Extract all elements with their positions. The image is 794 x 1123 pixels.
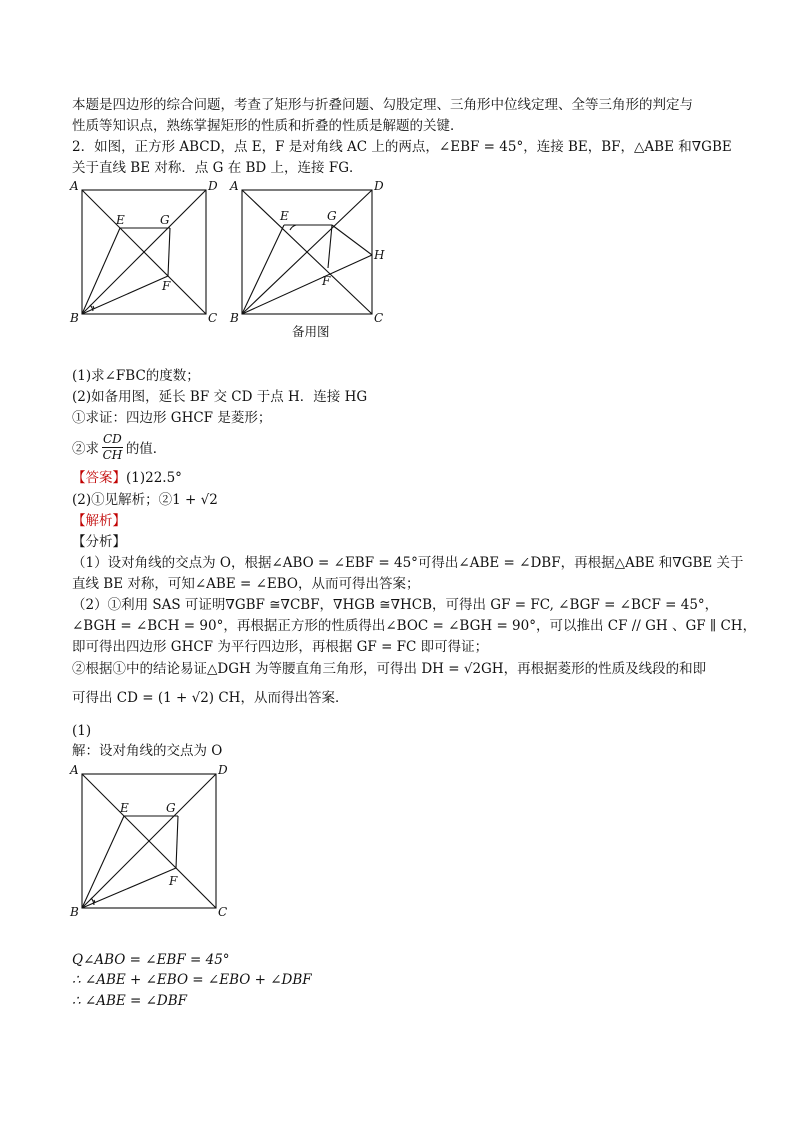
analysis-line: 直线 BE 对称，可知∠ABE = ∠EBO，从而可得出答案； (72, 576, 420, 592)
problem-statement: 2．如图，正方形 ABCD，点 E，F 是对角线 AC 上的两点，∠EBF = 45°，连接 BE，BF，△ABE 和∇GBE (72, 139, 732, 155)
label-E: E (116, 213, 125, 227)
label-F: F (162, 279, 171, 293)
question-1: (1)求∠FBC的度数； (72, 368, 200, 384)
figure-caption: 备用图 (292, 324, 330, 339)
analysis-line: ∠BGH = ∠BCH = 90°，再根据正方形的性质得出∠BOC = ∠BGH = 90°，可以推出 CF // GH 、GF ∥ CH， (72, 618, 757, 634)
solution-part-label: (1) (72, 723, 92, 739)
answer-2: (2)①见解析；②1 + √2 (72, 492, 218, 508)
equation-line: ∴ ∠ABE + ∠EBO = ∠EBO + ∠DBF (72, 972, 312, 988)
analysis-tag: 【解析】 (72, 513, 126, 529)
label-H: H (374, 248, 385, 262)
label-G: G (160, 213, 170, 227)
label-E: E (280, 209, 289, 223)
label-C: C (208, 311, 218, 325)
question-2b-prefix: ②求 (72, 441, 99, 457)
label-C: C (374, 311, 384, 325)
answer-tag: 【答案】 (72, 470, 126, 486)
label-F: F (322, 274, 331, 288)
label-F: F (169, 874, 178, 888)
label-B: B (70, 905, 79, 919)
answer-row (72, 468, 182, 488)
analysis-line: （1）设对角线的交点为 O，根据∠ABO = ∠EBF = 45°可得出∠ABE = ∠DBF，再根据△ABE 和∇GBE 关于 (72, 555, 744, 571)
equation-line: ∴ ∠ABE = ∠DBF (72, 993, 188, 1009)
question-2b (72, 430, 166, 464)
question-2b-suffix: 的值． (125, 441, 167, 457)
fraction-numerator: CD (103, 431, 122, 446)
figure-square-solution (66, 762, 236, 920)
fraction (102, 432, 123, 463)
label-D: D (218, 763, 228, 777)
answer-1: (1)22.5° (126, 470, 182, 486)
question-2a: ①求证：四边形 GHCF 是菱形； (72, 410, 272, 426)
analysis-line: 即可得出四边形 GHCF 为平行四边形，再根据 GF = FC 即可得证； (72, 639, 489, 655)
label-G: G (166, 801, 176, 815)
label-C: C (218, 905, 228, 919)
label-A: A (70, 179, 79, 193)
question-2: (2)如备用图，延长 BF 交 CD 于点 H．连接 HG (72, 389, 368, 405)
problem-statement: 关于直线 BE 对称．点 G 在 BD 上，连接 FG． (72, 160, 363, 176)
fraction-denominator: CH (102, 447, 123, 462)
label-B: B (230, 311, 239, 325)
figure-square-main (66, 178, 226, 326)
label-E: E (120, 801, 129, 815)
label-G: G (327, 209, 337, 223)
text-line: 性质等知识点，熟练掌握矩形的性质和折叠的性质是解题的关键． (72, 118, 464, 134)
equation-line: Q∠ABO = ∠EBF = 45° (72, 952, 230, 968)
label-A: A (230, 179, 239, 193)
label-B: B (70, 311, 79, 325)
analysis-line: ②根据①中的结论易证△DGH 为等腰直角三角形，可得出 DH = √2GH，再根据菱形的性质及线段的和即 (72, 661, 707, 677)
label-A: A (70, 763, 79, 777)
solution-intro: 解：设对角线的交点为 O (72, 743, 223, 759)
fenxi-tag: 【分析】 (72, 534, 126, 550)
label-D: D (374, 179, 384, 193)
analysis-line: 可得出 CD = (1 + √2) CH，从而得出答案． (72, 690, 349, 706)
analysis-line: （2）①利用 SAS 可证明∇GBF ≅∇CBF，∇HGB ≅∇HCB，可得出 GF = FC, ∠BGF = ∠BCF = 45°， (72, 597, 719, 613)
figure-square-spare (226, 178, 396, 326)
text-line: 本题是四边形的综合问题，考查了矩形与折叠问题、勾股定理、三角形中位线定理、全等三角形的判定与 (72, 97, 693, 113)
label-D: D (208, 179, 218, 193)
